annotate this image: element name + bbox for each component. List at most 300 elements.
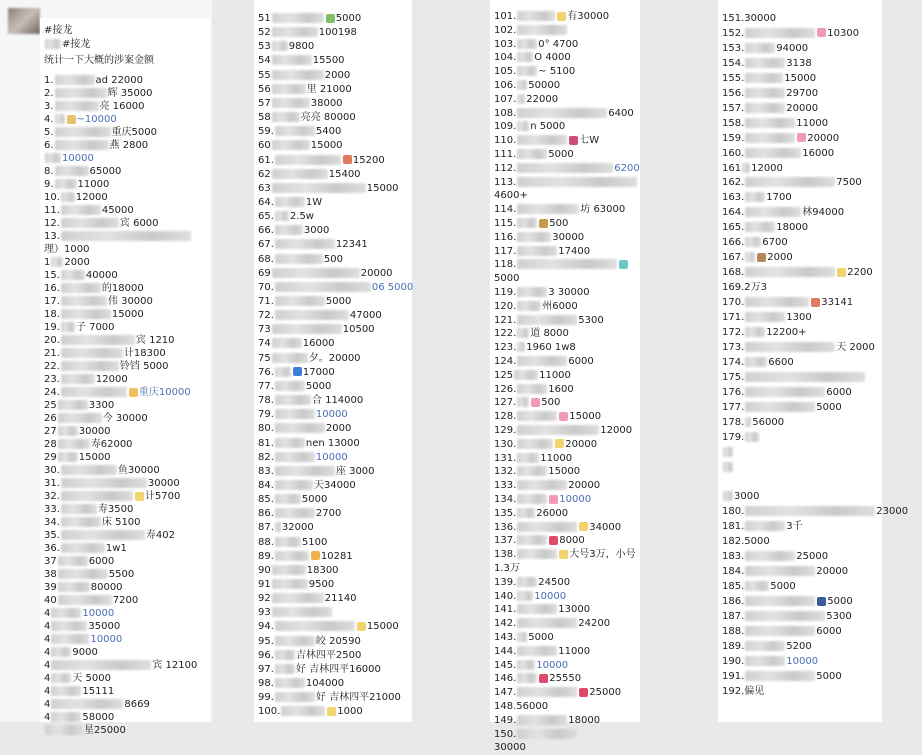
item-number: 174. bbox=[722, 356, 745, 368]
item-amount: 寿402 bbox=[145, 530, 175, 541]
redacted-name bbox=[51, 257, 63, 267]
redacted-name bbox=[517, 108, 607, 118]
item-amount: 23000 bbox=[876, 506, 909, 518]
redacted-name bbox=[517, 163, 613, 173]
item-number: 4 bbox=[44, 608, 51, 619]
item-number: 55 bbox=[258, 69, 271, 81]
redacted-name bbox=[745, 148, 801, 158]
item-amount[interactable]: 6200 bbox=[614, 162, 640, 174]
item-number: 162. bbox=[722, 177, 745, 189]
item-number: 107. bbox=[494, 93, 517, 105]
item-number: 167. bbox=[722, 252, 745, 264]
redacted-name bbox=[745, 566, 815, 576]
item-amount: 7500 bbox=[836, 177, 862, 189]
list-item bbox=[44, 607, 114, 621]
redacted-name bbox=[272, 353, 308, 363]
list-item bbox=[494, 51, 571, 65]
list-item bbox=[494, 659, 568, 673]
item-amount: 7200 bbox=[112, 595, 139, 606]
list-item bbox=[494, 286, 590, 300]
item-number: 119. bbox=[494, 287, 517, 298]
item-amount: 50000 bbox=[528, 80, 561, 91]
item-number: 85. bbox=[258, 494, 274, 506]
redacted-name bbox=[517, 301, 541, 311]
redacted-name bbox=[742, 163, 750, 173]
redacted-name bbox=[517, 577, 537, 587]
list-item bbox=[258, 83, 352, 97]
item-number: 171. bbox=[722, 312, 745, 323]
item-number: 141. bbox=[494, 604, 517, 616]
redacted-name bbox=[275, 692, 315, 702]
item-amount: 亮亮 80000 bbox=[300, 112, 356, 124]
redacted-name bbox=[745, 252, 755, 262]
item-number: 126. bbox=[494, 383, 517, 395]
item-number: 191. bbox=[722, 670, 745, 682]
item-amount[interactable]: 10000 bbox=[90, 634, 123, 645]
item-amount: 2000 bbox=[324, 69, 351, 81]
item-amount[interactable]: ~10000 bbox=[76, 114, 117, 125]
user-avatar[interactable] bbox=[8, 8, 40, 34]
redacted-name bbox=[517, 439, 553, 449]
item-amount: 12000 bbox=[75, 192, 108, 203]
item-number: 理） bbox=[44, 244, 64, 255]
redacted-name bbox=[51, 660, 151, 670]
list-item bbox=[258, 54, 345, 68]
list-item bbox=[722, 595, 853, 609]
list-item bbox=[722, 580, 796, 594]
item-amount: 铃铛 5000 bbox=[119, 361, 169, 372]
redacted-name bbox=[275, 551, 309, 561]
item-amount: 47000 bbox=[349, 310, 382, 322]
redacted-name bbox=[51, 686, 81, 696]
redacted-name bbox=[517, 149, 547, 159]
item-number: 1.3万 bbox=[494, 563, 520, 574]
redacted-name bbox=[58, 556, 88, 566]
item-number: 155. bbox=[722, 72, 745, 84]
item-number: 177. bbox=[722, 401, 745, 413]
item-amount: 里 21000 bbox=[306, 83, 352, 95]
item-amount: 80000 bbox=[90, 582, 123, 593]
redacted-name bbox=[51, 673, 71, 683]
item-amount: 林94000 bbox=[802, 207, 845, 219]
item-number: 90 bbox=[258, 564, 271, 576]
item-number: 39 bbox=[44, 582, 57, 593]
item-number: 130. bbox=[494, 438, 517, 450]
item-number: 51 bbox=[258, 13, 271, 24]
redacted-name bbox=[723, 447, 733, 457]
item-number: 65. bbox=[258, 211, 274, 223]
item-number: 60 bbox=[258, 140, 271, 152]
list-item bbox=[494, 134, 599, 148]
item-number: 145. bbox=[494, 659, 517, 671]
item-number: 184. bbox=[722, 566, 745, 578]
item-amount: 2700 bbox=[315, 508, 342, 520]
list-item bbox=[44, 126, 157, 140]
list-item bbox=[258, 578, 334, 592]
item-amount: 床 5100 bbox=[101, 517, 141, 528]
redacted-name bbox=[51, 608, 81, 618]
list-item bbox=[44, 698, 150, 712]
item-number: 160. bbox=[722, 147, 745, 159]
emoji-icon bbox=[549, 536, 558, 545]
item-amount: 30000 bbox=[147, 478, 180, 489]
item-amount: 15200 bbox=[352, 154, 385, 166]
list-item bbox=[494, 189, 528, 203]
item-number: 2. bbox=[44, 88, 54, 99]
item-number: 4. bbox=[44, 114, 54, 125]
list-item bbox=[44, 243, 89, 257]
redacted-name bbox=[272, 579, 308, 589]
redacted-name bbox=[517, 425, 599, 435]
list-item bbox=[258, 168, 361, 182]
item-amount: 2.5w bbox=[289, 211, 314, 223]
item-number: 157. bbox=[722, 102, 745, 114]
item-amount: 16000 bbox=[802, 147, 835, 159]
item-number: 23. bbox=[44, 374, 60, 385]
item-amount: O 4000 bbox=[534, 52, 571, 64]
item-amount: 5000 bbox=[528, 632, 554, 643]
redacted-name bbox=[55, 88, 107, 98]
item-amount: 寿3500 bbox=[97, 504, 134, 515]
item-number: 110. bbox=[494, 135, 517, 147]
item-amount: 5000 bbox=[744, 536, 770, 548]
item-amount: 好 吉林四平21000 bbox=[315, 692, 401, 704]
emoji-icon bbox=[343, 155, 352, 164]
list-item bbox=[494, 507, 568, 521]
list-item bbox=[258, 465, 375, 479]
list-item bbox=[722, 535, 770, 549]
redacted-name bbox=[55, 114, 65, 124]
redacted-name bbox=[275, 310, 349, 320]
item-number: 96. bbox=[258, 649, 274, 661]
item-amount: 好 吉林四平16000 bbox=[295, 663, 381, 675]
redacted-name bbox=[61, 517, 101, 527]
item-amount: 20000 bbox=[360, 267, 393, 279]
item-number: 61. bbox=[258, 154, 274, 166]
list-item bbox=[258, 663, 381, 677]
list-item bbox=[722, 296, 853, 310]
item-number: 125 bbox=[494, 369, 514, 381]
list-item bbox=[722, 446, 734, 460]
item-number: 76. bbox=[258, 366, 274, 378]
emoji-icon bbox=[549, 495, 558, 504]
redacted-name bbox=[275, 409, 315, 419]
redacted-name bbox=[275, 522, 281, 532]
redacted-name bbox=[272, 112, 300, 122]
redacted-name bbox=[275, 395, 311, 405]
list-item bbox=[494, 645, 590, 659]
item-amount: 亮 16000 bbox=[99, 101, 145, 112]
item-amount: 29700 bbox=[786, 87, 819, 99]
item-amount: 1000 bbox=[337, 706, 363, 718]
item-amount: 12341 bbox=[335, 239, 368, 251]
item-amount: 30000 bbox=[744, 13, 777, 24]
list-item bbox=[494, 438, 597, 452]
item-amount: 5000 bbox=[305, 380, 332, 392]
redacted-name bbox=[723, 491, 733, 501]
item-number: 104. bbox=[494, 52, 517, 64]
item-number: 27 bbox=[44, 426, 57, 437]
item-amount[interactable]: 10000 bbox=[536, 659, 569, 671]
item-amount: 12000 bbox=[95, 374, 128, 385]
item-number: 30000 bbox=[494, 742, 526, 754]
redacted-name bbox=[275, 367, 291, 377]
list-item bbox=[258, 408, 348, 422]
list-item bbox=[258, 620, 399, 634]
redacted-name bbox=[745, 207, 801, 217]
redacted-name bbox=[275, 239, 335, 249]
redacted-name bbox=[272, 27, 318, 37]
item-amount[interactable]: 10000 bbox=[315, 409, 348, 421]
list-item bbox=[258, 705, 363, 719]
redacted-name bbox=[745, 581, 769, 591]
item-amount: 15500 bbox=[312, 55, 345, 67]
redacted-name bbox=[745, 267, 835, 277]
redacted-name bbox=[275, 438, 305, 448]
item-amount: 州6000 bbox=[542, 300, 578, 312]
list-item bbox=[494, 741, 526, 755]
item-amount[interactable]: 06 5000 bbox=[371, 281, 414, 293]
redacted-name bbox=[61, 504, 97, 514]
list-item bbox=[494, 24, 568, 38]
item-amount: 25000 bbox=[589, 687, 622, 699]
list-item bbox=[258, 677, 344, 691]
item-number: 169. bbox=[722, 282, 745, 294]
list-item bbox=[44, 477, 180, 491]
redacted-name bbox=[55, 140, 109, 150]
item-amount: 天34000 bbox=[313, 479, 356, 491]
list-item bbox=[494, 686, 621, 700]
list-item bbox=[258, 592, 357, 606]
item-number: 120. bbox=[494, 300, 517, 312]
redacted-name bbox=[517, 66, 537, 76]
item-amount: 18000 bbox=[776, 222, 809, 234]
item-amount: 100198 bbox=[318, 27, 357, 39]
item-amount: 天 5000 bbox=[72, 673, 112, 684]
redacted-name bbox=[275, 664, 295, 674]
item-amount: 15000 bbox=[310, 140, 343, 152]
list-item bbox=[494, 383, 574, 397]
list-item bbox=[494, 631, 554, 645]
redacted-name bbox=[275, 254, 323, 264]
item-number: 109. bbox=[494, 121, 517, 133]
item-number: 10. bbox=[44, 192, 60, 203]
list-item bbox=[258, 649, 361, 663]
item-number: 40 bbox=[44, 595, 57, 606]
item-amount: 11000 bbox=[558, 645, 591, 657]
item-number: 72. bbox=[258, 310, 274, 322]
list-item bbox=[722, 72, 816, 86]
item-amount: 20000 bbox=[568, 480, 601, 492]
item-amount: 15000 bbox=[548, 466, 581, 478]
item-amount: 6000 bbox=[816, 625, 842, 637]
item-amount: 35000 bbox=[88, 621, 121, 632]
redacted-name bbox=[55, 75, 95, 85]
item-number: 95. bbox=[258, 635, 274, 647]
item-amount[interactable]: 10000 bbox=[786, 655, 819, 667]
list-item bbox=[258, 564, 339, 578]
list-item bbox=[44, 347, 166, 361]
list-item bbox=[494, 603, 590, 617]
list-item bbox=[44, 139, 148, 153]
item-amount: 17000 bbox=[302, 366, 335, 378]
item-amount: 大号3万，小号 bbox=[569, 549, 636, 561]
redacted-name bbox=[275, 678, 305, 688]
list-item bbox=[258, 309, 382, 323]
redacted-name bbox=[61, 335, 135, 345]
item-amount: 58000 bbox=[82, 712, 115, 723]
item-amount[interactable]: 10000 bbox=[315, 451, 348, 463]
item-number: 25 bbox=[44, 400, 57, 411]
list-item bbox=[494, 452, 572, 466]
item-amount: 5200 bbox=[786, 640, 812, 652]
item-amount: 12000 bbox=[751, 162, 783, 174]
list-item bbox=[44, 295, 153, 309]
redacted-name bbox=[58, 595, 112, 605]
list-item bbox=[494, 245, 590, 259]
redacted-name bbox=[517, 508, 535, 518]
list-item bbox=[258, 451, 348, 465]
item-number: 189. bbox=[722, 640, 745, 652]
list-item bbox=[258, 691, 401, 705]
redacted-name bbox=[517, 218, 537, 228]
list-item bbox=[722, 206, 844, 220]
item-amount: 18300 bbox=[306, 564, 339, 576]
item-amount: 2200 bbox=[847, 267, 873, 279]
item-amount: 6000 bbox=[88, 556, 115, 567]
item-amount: 3138 bbox=[786, 57, 812, 69]
item-number: 59. bbox=[258, 126, 274, 138]
post-hashtag-2-text: #接龙 bbox=[62, 39, 91, 50]
item-amount[interactable]: 10000 bbox=[534, 590, 567, 602]
redacted-name bbox=[517, 618, 577, 628]
list-item bbox=[258, 521, 314, 535]
emoji-icon bbox=[357, 622, 366, 631]
item-amount: 1w1 bbox=[105, 543, 127, 554]
list-item bbox=[722, 57, 812, 71]
item-amount[interactable]: 10000 bbox=[62, 153, 94, 164]
list-item bbox=[722, 356, 794, 370]
list-item bbox=[722, 431, 760, 445]
item-number: 4 bbox=[44, 647, 51, 658]
item-number: 188. bbox=[722, 625, 745, 637]
item-number: 64. bbox=[258, 196, 274, 208]
item-number: 151. bbox=[722, 13, 745, 24]
item-number: 13. bbox=[44, 231, 60, 242]
list-item bbox=[44, 672, 111, 686]
list-item bbox=[258, 238, 368, 252]
list-item bbox=[494, 327, 569, 341]
list-item bbox=[44, 724, 126, 738]
item-number: 183. bbox=[722, 551, 745, 563]
redacted-name bbox=[517, 715, 567, 725]
list-item bbox=[258, 323, 375, 337]
redacted-name bbox=[275, 381, 305, 391]
emoji-icon bbox=[559, 412, 568, 421]
list-item bbox=[722, 505, 908, 519]
redacted-name bbox=[517, 522, 577, 532]
redacted-name bbox=[61, 192, 75, 202]
redacted-name bbox=[61, 478, 147, 488]
redacted-name bbox=[51, 712, 81, 722]
item-amount: 皎 20590 bbox=[315, 635, 361, 647]
list-item bbox=[494, 314, 604, 328]
list-item bbox=[722, 102, 818, 116]
item-number: 63 bbox=[258, 182, 271, 194]
list-item bbox=[494, 521, 621, 535]
item-amount: 宾 6000 bbox=[119, 218, 159, 229]
item-number: 31. bbox=[44, 478, 60, 489]
redacted-name bbox=[272, 84, 306, 94]
emoji-icon bbox=[311, 551, 320, 560]
list-item bbox=[494, 341, 576, 355]
item-number: 33. bbox=[44, 504, 60, 515]
redacted-name bbox=[61, 361, 119, 371]
redacted-name bbox=[517, 397, 529, 407]
redacted-name bbox=[61, 218, 119, 228]
item-number: 114. bbox=[494, 204, 517, 216]
list-item bbox=[494, 65, 575, 79]
list-item bbox=[722, 610, 852, 624]
item-number: 113. bbox=[494, 176, 517, 188]
redacted-name bbox=[272, 607, 332, 617]
item-amount: 15111 bbox=[82, 686, 115, 697]
list-item bbox=[44, 529, 175, 543]
item-amount: 2000 bbox=[64, 257, 90, 268]
item-number: 172. bbox=[722, 326, 745, 338]
list-item bbox=[722, 311, 812, 325]
redacted-name bbox=[745, 237, 761, 247]
item-number: 117. bbox=[494, 245, 517, 257]
redacted-name bbox=[272, 183, 366, 193]
redacted-name bbox=[517, 673, 537, 683]
item-amount: 30000 bbox=[78, 426, 111, 437]
redacted-name bbox=[745, 641, 785, 651]
emoji-icon bbox=[539, 219, 548, 228]
item-amount: 2000 bbox=[767, 252, 793, 264]
list-item bbox=[44, 451, 111, 465]
redacted-name bbox=[517, 39, 537, 49]
redacted-name bbox=[517, 356, 567, 366]
emoji-icon bbox=[539, 674, 548, 683]
list-item bbox=[258, 182, 399, 196]
item-amount: 偏见 bbox=[744, 685, 765, 697]
redacted-name bbox=[745, 656, 785, 666]
item-number: 175. bbox=[722, 371, 745, 383]
emoji-icon bbox=[135, 492, 144, 501]
item-amount: 宾 12100 bbox=[152, 660, 198, 671]
item-amount: 吉林四平2500 bbox=[295, 649, 362, 661]
item-amount[interactable]: 重庆10000 bbox=[138, 387, 191, 398]
list-item bbox=[722, 386, 852, 400]
item-number: 4 bbox=[44, 634, 51, 645]
item-number: 168. bbox=[722, 267, 745, 279]
item-number: 84. bbox=[258, 479, 274, 491]
list-item bbox=[258, 606, 333, 620]
item-amount: 22000 bbox=[526, 93, 559, 105]
item-amount: 11000 bbox=[77, 179, 110, 190]
post-hashtag-2 bbox=[44, 38, 90, 52]
item-number: 116. bbox=[494, 231, 517, 243]
item-amount[interactable]: 10000 bbox=[559, 494, 592, 505]
item-amount: 1300 bbox=[786, 312, 812, 323]
item-amount: 鱼30000 bbox=[117, 465, 160, 476]
item-number: 102. bbox=[494, 24, 517, 36]
item-amount: 辉 35000 bbox=[107, 88, 153, 99]
list-item bbox=[44, 620, 120, 634]
item-amount[interactable]: 10000 bbox=[82, 608, 115, 619]
redacted-name bbox=[745, 626, 815, 636]
